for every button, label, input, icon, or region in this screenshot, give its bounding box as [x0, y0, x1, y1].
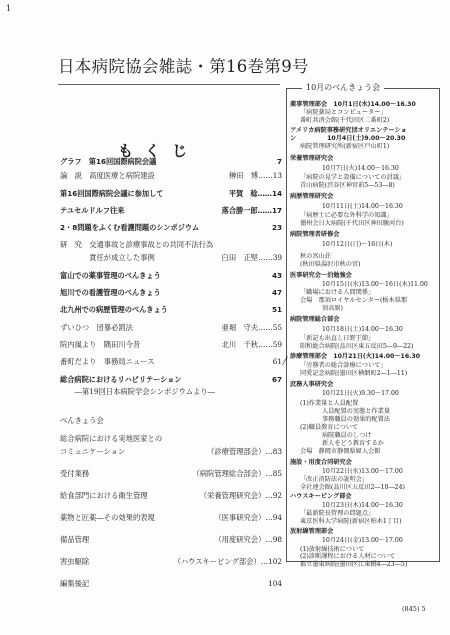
schedule-detail: 青山病院(渋谷区神宮前5―53―8) — [300, 182, 395, 189]
schedule-heading: 病歴管理研究会 — [290, 193, 334, 200]
toc-item-title: テユセルドルフ往来 — [60, 206, 125, 215]
toc-item-title: 害虫駆除 — [60, 557, 90, 566]
toc-item-title: 総合病院におけるリハビリテーション — [60, 375, 182, 384]
schedule-detail: 新人をどう教育するか — [322, 440, 384, 447]
schedule-detail: 会場 那須ロイヤルセンター(栃木県那 — [300, 297, 408, 304]
schedule-detail: 10月22日(水)13.00～17.00 — [322, 468, 403, 475]
schedule-detail: (1)放射線技術について — [300, 546, 365, 553]
toc-item-title: ずいひつ 団暴必罰法 — [60, 323, 133, 332]
toc-item-title: 受付業務 — [60, 469, 90, 478]
schedule-detail: 「病院薬局とコンピューター」 — [300, 109, 387, 116]
toc-item-title: 番町だより 事務局ニュース — [60, 357, 155, 366]
toc-item-page: 43 — [271, 271, 282, 280]
schedule-detail: 10月7日(火)14.00～16.30 — [322, 165, 399, 172]
schedule-detail: 10月15日(水)13.00～16日(木)11.00 — [322, 281, 428, 288]
schedule-detail: 10月23日(木)14.00～16.30 — [322, 502, 403, 509]
toc-item-page: 平賀 稔……14 — [228, 189, 282, 198]
schedule-heading: 病院管理総合部会 — [290, 316, 340, 323]
toc-item-title: ―第19回日本病院学会シンポジウムより― — [60, 387, 215, 396]
toc-item-title: 2・8問題をふくむ看護問題のシンポジウム — [60, 223, 200, 232]
toc-item-title: 責任が成立した事例 — [60, 253, 155, 262]
schedule-detail: 全社連会館(品川区五反田2―10―24) — [300, 484, 405, 491]
toc-item-title: 院内風より 隅田川今昔 — [60, 340, 141, 349]
toc-item-page: 7 — [276, 157, 282, 166]
schedule-detail: 「新記も出直し日野王節」 — [300, 335, 375, 342]
toc-item-title: グラフ 第16回国際病院会議 — [60, 157, 157, 166]
schedule-detail: 病院職員のしつけ — [322, 432, 372, 439]
toc-item-title: 給食部門における衛生管理 — [60, 491, 148, 500]
toc-item-page: （病院管理総合部会）…85 — [192, 469, 282, 478]
schedule-detail: 10月21日(火)9.30～17.00 — [322, 390, 399, 397]
page-footer: (845) 5 — [402, 605, 426, 613]
schedule-detail: (2)診断課程における人材について — [300, 553, 396, 560]
schedule-detail: 徳州会日大病院(千代田区神田駿河台) — [300, 220, 404, 227]
toc-item-title: 編集後記 — [60, 579, 90, 588]
schedule-detail: 秋の宮山荘 — [300, 253, 331, 260]
schedule-detail: 10月12日(日)～16日(木) — [322, 241, 393, 248]
toc-item-title: 旭川での看護管理のべんきょう — [60, 288, 161, 297]
schedule-heading: 庶務人事研究会 — [290, 381, 334, 388]
toc-item-page: 61 — [272, 357, 282, 366]
schedule-detail: 都立墨東病院(墨田区江東橋4―23―5) — [300, 561, 408, 568]
schedule-detail: 「病院の見学と設備についての討議」 — [300, 174, 406, 181]
toc-item-title: 備品管理 — [60, 535, 90, 544]
schedule-detail: 「最新院長管理の問題点」 — [300, 510, 375, 517]
toc-item-title: 第16回国際病院会議に参加して — [60, 189, 164, 198]
schedule-heading: 薬事管理部会 10月1日(水)14.00～16.30 — [290, 101, 416, 108]
page-mark: 1 — [6, 4, 12, 13]
toc-item-page: 104 — [268, 579, 282, 588]
toc-item-page: 51 — [271, 305, 282, 314]
schedule-detail: 「病歴士に必要な外科学の知識」 — [300, 212, 393, 219]
schedule-heading: ハウスキーピング部会 — [290, 493, 352, 500]
schedule-detail: 10月18日(土)14.00～16.30 — [322, 326, 403, 333]
toc-item-title: 論 説 高度医療と病院建設 — [60, 171, 155, 180]
schedule-heading: アメリカ病院事務研究団オリエンテーショ — [290, 127, 407, 134]
toc-item-title: べんきょう会 — [60, 416, 104, 425]
toc-item-page: （用度研究会）…98 — [214, 535, 282, 544]
schedule-detail: 10月24日(金)13.00～17.00 — [322, 537, 403, 544]
toc-item-page: 臼田 正堅……39 — [221, 253, 282, 262]
toc-item-title: 総合病院における実地医家との — [60, 434, 163, 443]
toc-item-page: 47 — [271, 288, 282, 297]
wavy-mark: 〳 — [280, 354, 291, 367]
header-rule — [58, 84, 280, 85]
schedule-detail: (1)作業量と人員配置 — [300, 400, 359, 407]
schedule-heading: 診療管理部会 10月21日(火)14.00～16.30 — [290, 353, 421, 360]
toc-item-page: （ハウスキーピング部会）…102 — [173, 557, 282, 566]
schedule-detail: 10月11日(土)14.00～16.30 — [322, 203, 403, 210]
toc-item-page: （栄養管理研究会）…92 — [199, 491, 282, 500]
schedule-detail: 昭和総合病院(品川区東五反田5―9―22) — [300, 343, 414, 350]
schedule-heading: ン 10月4日(土)9.00～20.30 — [290, 135, 406, 142]
toc-item-title: 研 究 交通事故と診療事故との共同不法行為 — [60, 240, 214, 249]
schedule-detail: 同愛記念病院(墨田区横網町2―1―11) — [300, 370, 408, 377]
toc-item-page: 67 — [271, 375, 282, 384]
schedule-detail: 「労務者の総合診療について」 — [300, 362, 387, 369]
toc-item-title: 北九州での病歴管理のべんきょう — [60, 305, 168, 314]
toc-item-page: 亜堀 守夫……55 — [221, 323, 282, 332]
schedule-detail: 事務職員の効果的配置法 — [322, 416, 391, 423]
toc-item-page: （医事研究会）…94 — [214, 513, 282, 522]
toc-item-title: 富山での薬事管理のべんきょう — [60, 271, 161, 280]
schedule-detail: (2)職員教育について — [300, 424, 359, 431]
schedule-detail: 病院管理研究所(新宿区戸山町1) — [300, 143, 390, 150]
schedule-detail: 「職場における人間関係」 — [300, 289, 375, 296]
schedule-heading: 医事研究会一泊勉強会 — [290, 272, 352, 279]
toc-heading: もくじ — [118, 142, 200, 160]
schedule-heading: 栄養管理研究会 — [290, 155, 334, 162]
toc-item-title: 薬物と匠薬―その効果的表現 — [60, 513, 155, 522]
toc-item-page: 23 — [271, 223, 282, 232]
toc-item-page: 榊田 博……13 — [228, 171, 282, 180]
schedule-detail: 会場 静岡市静岡県婦人会館 — [300, 448, 381, 455]
toc-item-page: 北川 千秋……59 — [221, 340, 282, 349]
schedule-title: 10月のべんきょう会 — [302, 82, 384, 93]
journal-title: 日本病院協会雑誌・第16巻第9号 — [58, 57, 309, 76]
schedule-heading: 施設・用度合同研究会 — [290, 459, 352, 466]
schedule-heading: 病院管理者研修会 — [290, 231, 340, 238]
schedule-detail: 須高原) — [322, 305, 343, 312]
schedule-detail: 「改正消防法の説明会」 — [300, 476, 369, 483]
toc-item-page: 落合勝一郎……17 — [221, 206, 282, 215]
schedule-detail: 東京医科大学病院(新宿区柏木1丁目) — [300, 518, 402, 525]
schedule-detail: (秋田県湯沢市秋の宮) — [300, 261, 361, 268]
schedule-detail: 人員配置の実態と作業量 — [322, 408, 391, 415]
toc-item-page: （診療管理部会）…83 — [207, 447, 282, 456]
toc-item-title: コミュニケーション — [60, 447, 126, 456]
schedule-heading: 放射線管理部会 — [290, 528, 334, 535]
schedule-detail: 番町共済会館(千代田区二番町2) — [300, 117, 390, 124]
